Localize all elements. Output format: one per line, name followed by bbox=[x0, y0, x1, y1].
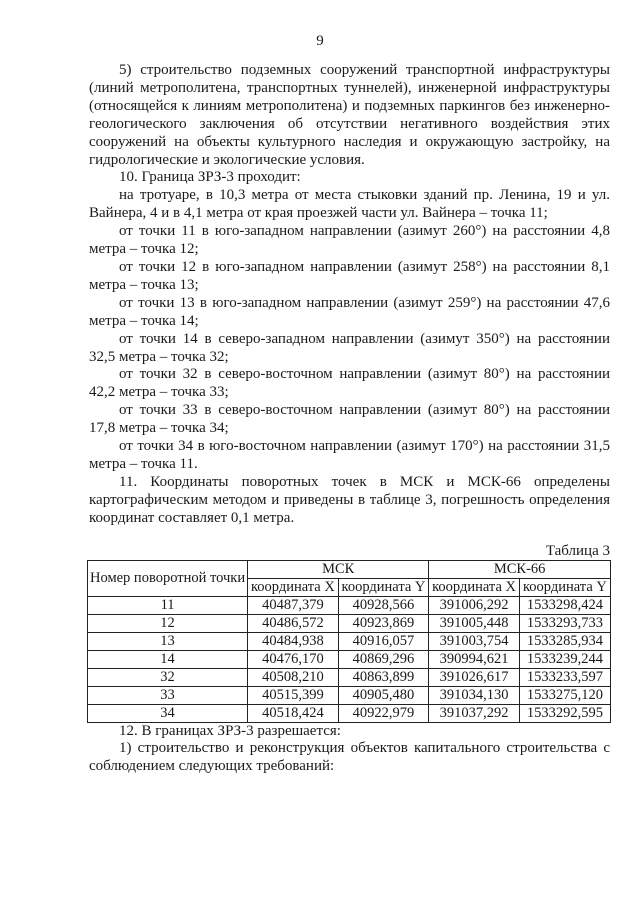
cell-msk66-y: 1533233,597 bbox=[519, 668, 610, 686]
paragraph-point-12: от точки 11 в юго-западном направлении (азимут 260°) на расстоянии 4,8 метра – точка 12; bbox=[89, 223, 610, 258]
cell-point: 33 bbox=[88, 686, 248, 704]
table-row bbox=[88, 650, 611, 668]
header-msk66-x: координата X bbox=[429, 578, 520, 596]
paragraph-point-11: на тротуаре, в 10,3 метра от места стыковки зданий пр. Ленина, 19 и ул. Вайнера, 4 и в 4,1 метра от края проезжей части ул. Вайнера – точка 11; bbox=[89, 187, 610, 222]
cell-msk66-x: 391006,292 bbox=[429, 596, 520, 614]
cell-msk-y: 40922,979 bbox=[338, 704, 429, 722]
cell-msk-y: 40905,480 bbox=[338, 686, 429, 704]
cell-msk-x: 40515,399 bbox=[248, 686, 339, 704]
cell-point: 14 bbox=[88, 650, 248, 668]
cell-msk-x: 40508,210 bbox=[248, 668, 339, 686]
paragraph-point-33: от точки 32 в северо-восточном направлении (азимут 80°) на расстоянии 42,2 метра – точка 33; bbox=[89, 366, 610, 401]
cell-msk66-y: 1533285,934 bbox=[519, 632, 610, 650]
cell-msk-x: 40487,379 bbox=[248, 596, 339, 614]
paragraph-item-5: 5) строительство подземных сооружений транспортной инфраструктуры (линий метрополитена, транспортных туннелей), инженерной инфраструктуры (относящейся к линиям метрополитена) и подземных паркингов без инженерно-геологического заключения об отсутствии негативного воздействия этих сооружений на объекты культурного наследия и окружающую застройку, на гидрологические и экологические условия. bbox=[89, 62, 610, 168]
cell-msk-x: 40484,938 bbox=[248, 632, 339, 650]
paragraph-point-34: от точки 33 в северо-восточном направлении (азимут 80°) на расстоянии 17,8 метра – точка 34; bbox=[89, 402, 610, 437]
cell-msk66-y: 1533293,733 bbox=[519, 614, 610, 632]
header-group-msk66: МСК-66 bbox=[429, 560, 611, 578]
cell-point: 34 bbox=[88, 704, 248, 722]
cell-msk66-x: 391037,292 bbox=[429, 704, 520, 722]
cell-msk66-y: 1533292,595 bbox=[519, 704, 610, 722]
cell-msk-x: 40486,572 bbox=[248, 614, 339, 632]
coordinates-table bbox=[87, 560, 611, 723]
cell-msk66-x: 391026,617 bbox=[429, 668, 520, 686]
cell-msk-x: 40476,170 bbox=[248, 650, 339, 668]
cell-msk66-y: 1533275,120 bbox=[519, 686, 610, 704]
cell-msk66-x: 391003,754 bbox=[429, 632, 520, 650]
header-point-number: Номер поворотной точки bbox=[88, 560, 248, 596]
table-header-row bbox=[88, 560, 611, 578]
table-row bbox=[88, 614, 611, 632]
paragraph-point-14: от точки 13 в юго-западном направлении (азимут 259°) на расстоянии 47,6 метра – точка 14; bbox=[89, 294, 610, 329]
cell-msk-x: 40518,424 bbox=[248, 704, 339, 722]
header-msk-x: координата X bbox=[248, 578, 339, 596]
paragraph-point-13: от точки 12 в юго-западном направлении (азимут 258°) на расстоянии 8,1 метра – точка 13; bbox=[89, 258, 610, 293]
cell-msk-y: 40923,869 bbox=[338, 614, 429, 632]
cell-msk-y: 40863,899 bbox=[338, 668, 429, 686]
cell-msk66-x: 390994,621 bbox=[429, 650, 520, 668]
cell-msk66-y: 1533239,244 bbox=[519, 650, 610, 668]
cell-point: 13 bbox=[88, 632, 248, 650]
paragraph-section-11: 11. Координаты поворотных точек в МСК и МСК-66 определены картографическим методом и приведены в таблице 3, погрешность определения координат составляет 0,1 метра. bbox=[89, 473, 610, 526]
cell-msk66-x: 391034,130 bbox=[429, 686, 520, 704]
cell-msk-y: 40869,296 bbox=[338, 650, 429, 668]
paragraph-point-32: от точки 14 в северо-западном направлении (азимут 350°) на расстоянии 32,5 метра – точка 32; bbox=[89, 330, 610, 365]
header-msk-y: координата Y bbox=[338, 578, 429, 596]
header-group-msk: МСК bbox=[248, 560, 429, 578]
paragraph-item-1: 1) строительство и реконструкция объектов капитального строительства с соблюдением следующих требований: bbox=[89, 740, 610, 775]
cell-msk-y: 40916,057 bbox=[338, 632, 429, 650]
header-msk66-y: координата Y bbox=[519, 578, 610, 596]
cell-point: 32 bbox=[88, 668, 248, 686]
table-row bbox=[88, 596, 611, 614]
paragraph-section-12: 12. В границах ЗРЗ-3 разрешается: bbox=[119, 722, 341, 739]
cell-point: 11 bbox=[88, 596, 248, 614]
table-row bbox=[88, 668, 611, 686]
page-number: 9 bbox=[316, 33, 324, 49]
document-body bbox=[89, 62, 610, 776]
cell-point: 12 bbox=[88, 614, 248, 632]
table-row bbox=[88, 632, 611, 650]
cell-msk66-y: 1533298,424 bbox=[519, 596, 610, 614]
table-row bbox=[88, 686, 611, 704]
cell-msk-y: 40928,566 bbox=[338, 596, 429, 614]
paragraph-section-10: 10. Граница ЗРЗ-3 проходит: bbox=[119, 169, 301, 186]
table-row bbox=[88, 704, 611, 722]
paragraph-point-11-return: от точки 34 в юго-восточном направлении (азимут 170°) на расстоянии 31,5 метра – точка 11. bbox=[89, 438, 610, 472]
cell-msk66-x: 391005,448 bbox=[429, 614, 520, 632]
table-caption: Таблица 3 bbox=[545, 542, 610, 559]
